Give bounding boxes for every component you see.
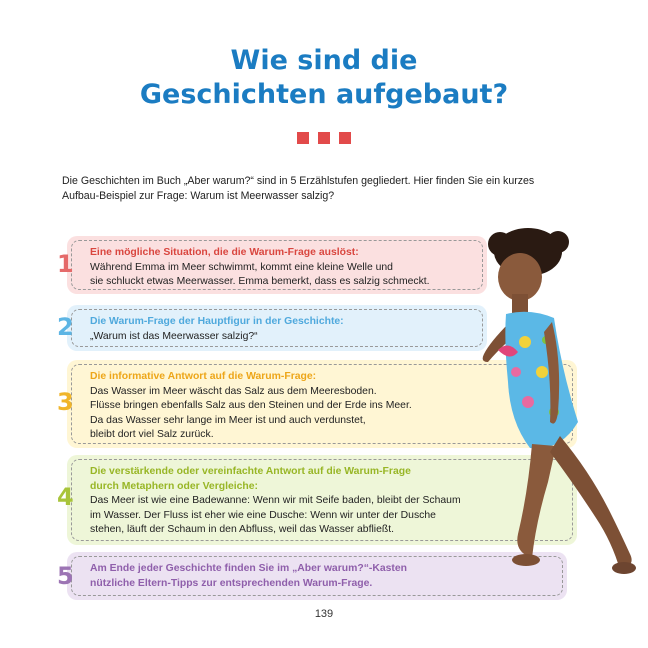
step-heading: Die verstärkende oder vereinfachte Antwort auf die Warum-Frage [90, 466, 411, 477]
step-heading: Die informative Antwort auf die Warum-Frage: [90, 371, 317, 382]
step-2-box [57, 305, 487, 351]
step-text-line: Da das Wasser sehr lange im Meer ist und auch verdunstet, [90, 414, 366, 426]
step-text-line: im Wasser. Der Fluss ist eher wie eine Dusche: Wenn wir unter der Dusche [90, 509, 436, 521]
step-text-line: Flüsse bringen ebenfalls Salz aus den Steinen und der Erde ins Meer. [90, 400, 412, 412]
title-line-1: Wie sind die [230, 45, 418, 76]
step-number: 5 [57, 562, 74, 590]
red-square-icon [339, 132, 351, 144]
step-heading: Am Ende jeder Geschichte finden Sie im „Aber warum?“-Kasten [90, 563, 407, 574]
step-text-line: stehen, läuft der Schaum in den Abfluss, weil das Wasser abfließt. [90, 524, 394, 536]
decorative-dots [0, 132, 648, 144]
step-number: 3 [57, 388, 74, 416]
step-heading: Eine mögliche Situation, die die Warum-Frage auslöst: [90, 247, 359, 258]
intro-line: Die Geschichten im Buch „Aber warum?“ sind in 5 Erzählstufen gegliedert. Hier finden Sie ein kurzes [62, 175, 535, 187]
intro-paragraph [62, 174, 592, 204]
page-number: 139 [314, 608, 334, 620]
step-number: 2 [57, 313, 74, 341]
page-title [0, 44, 648, 112]
step-content [90, 246, 477, 290]
step-text-line: bleibt dort viel Salz zurück. [90, 429, 214, 441]
step-text-line: Während Emma im Meer schwimmt, kommt eine kleine Welle und [90, 261, 393, 273]
step-text-line: „Warum ist das Meerwasser salzig?“ [90, 330, 258, 342]
step-heading: nützliche Eltern-Tipps zur entsprechenden Warum-Frage. [90, 577, 373, 589]
step-content [90, 315, 477, 344]
intro-line: Aufbau-Beispiel zur Frage: Warum ist Meerwasser salzig? [62, 190, 335, 202]
step-number: 1 [57, 250, 74, 278]
step-heading: durch Metaphern oder Vergleiche: [90, 480, 259, 492]
step-heading: Die Warum-Frage der Hauptfigur in der Geschichte: [90, 316, 344, 327]
step-text-line: Das Wasser im Meer wäscht das Salz aus dem Meeresboden. [90, 385, 377, 397]
red-square-icon [297, 132, 309, 144]
step-text-line: Das Meer ist wie eine Badewanne: Wenn wir mit Seife baden, bleibt der Schaum [90, 495, 461, 507]
step-text-line: sie schluckt etwas Meerwasser. Emma bemerkt, dass es salzig schmeckt. [90, 276, 430, 288]
red-square-icon [318, 132, 330, 144]
title-line-2: Geschichten aufgebaut? [139, 79, 509, 110]
step-1-box [57, 236, 487, 294]
step-number: 4 [57, 483, 74, 511]
child-photo [470, 222, 645, 592]
